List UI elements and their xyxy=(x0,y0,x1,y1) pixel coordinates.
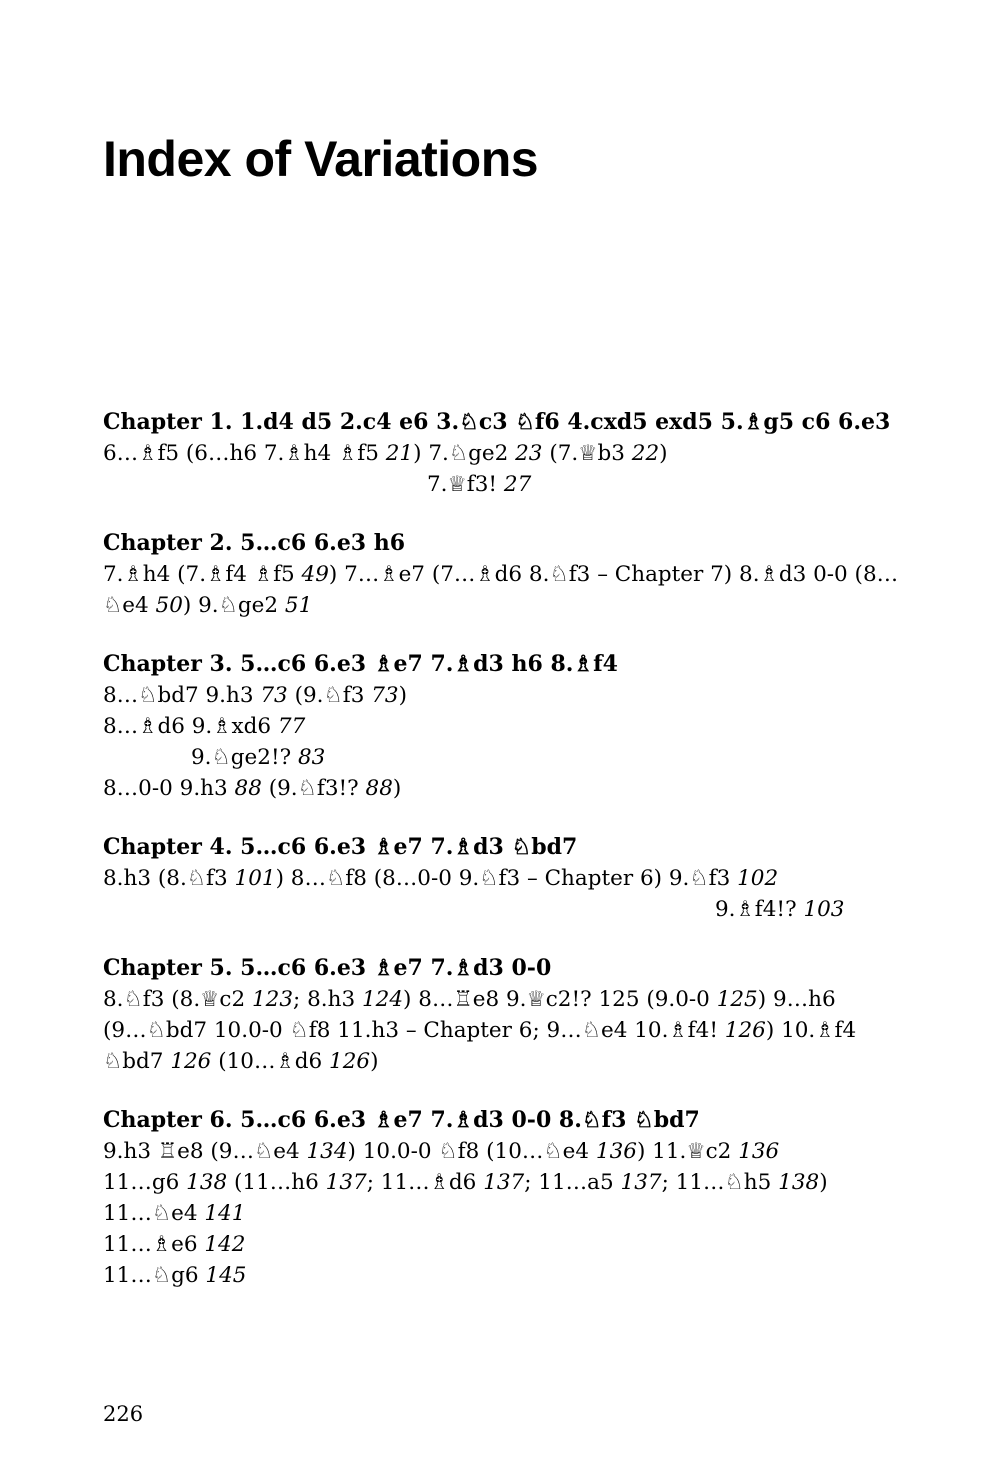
chapter-2 xyxy=(103,528,903,621)
page-ref: 145 xyxy=(205,1263,247,1288)
move-text: 9.♘ge2!? xyxy=(191,745,298,770)
variation-line xyxy=(103,590,903,621)
move-text: (9…♘bd7 10.0-0 ♘f8 11.h3 – Chapter 6; 9…♘e4 10.♗f4! xyxy=(103,1018,725,1043)
page-ref: 102 xyxy=(737,866,779,891)
chapter-heading: Chapter 2. 5…c6 6.e3 h6 xyxy=(103,530,406,556)
page-number: 226 xyxy=(103,1402,144,1426)
move-text: ) xyxy=(659,441,668,466)
chapter-5 xyxy=(103,953,903,1077)
page-ref: 21 xyxy=(385,441,414,466)
move-text: 8.♘f3 (8.♕c2 xyxy=(103,987,252,1012)
move-text: 8…0-0 9.h3 xyxy=(103,776,235,801)
page-ref: 83 xyxy=(297,745,326,770)
move-text: 8…♘bd7 9.h3 xyxy=(103,683,261,708)
page-ref: 73 xyxy=(371,683,399,708)
page-ref: 88 xyxy=(365,776,393,801)
move-text: 7.♗h4 (7.♗f4 ♗f5 xyxy=(103,562,302,587)
page-ref: 49 xyxy=(301,562,329,587)
move-text: 9.♗f4!? xyxy=(715,897,804,922)
move-text: 11…g6 xyxy=(103,1170,187,1195)
chapter-heading: Chapter 1. 1.d4 d5 2.c4 e6 3.♘c3 ♘f6 4.cxd5 exd5 5.♗g5 c6 6.e3 xyxy=(103,409,891,435)
move-text: ) 7.♘ge2 xyxy=(413,441,516,466)
page-ref: 126 xyxy=(329,1049,371,1074)
move-text: ) 11.♕c2 xyxy=(636,1139,739,1164)
move-text: 11…♘g6 xyxy=(103,1263,206,1288)
variation-line xyxy=(103,984,903,1015)
page-ref: 23 xyxy=(515,441,543,466)
page-ref: 51 xyxy=(284,593,313,618)
move-text: (7.♕b3 xyxy=(542,441,632,466)
move-text: ) 8…♘f8 (8…0-0 9.♘f3 – Chapter 6) 9.♘f3 xyxy=(275,866,738,891)
move-text: ♘bd7 xyxy=(103,1049,171,1074)
variation-line xyxy=(103,438,903,469)
page-ref: 126 xyxy=(170,1049,212,1074)
move-text: (10…♗d6 xyxy=(211,1049,330,1074)
page-ref: 141 xyxy=(204,1201,246,1226)
page-ref: 101 xyxy=(234,866,276,891)
page-ref: 27 xyxy=(503,472,532,497)
move-text: (9.♘f3 xyxy=(287,683,372,708)
page-title: Index of Variations xyxy=(103,131,539,187)
chapter-heading: Chapter 3. 5…c6 6.e3 ♗e7 7.♗d3 h6 8.♗f4 xyxy=(103,651,618,677)
page-ref: 138 xyxy=(186,1170,228,1195)
move-text: ; 11…a5 xyxy=(524,1170,621,1195)
variation-line xyxy=(103,1015,903,1046)
page-ref: 77 xyxy=(277,714,306,739)
move-text: ) 9.♘ge2 xyxy=(182,593,285,618)
page-ref: 136 xyxy=(738,1139,780,1164)
move-text: ) xyxy=(398,683,407,708)
variation-line xyxy=(103,680,903,711)
move-text: ; 11…♘h5 xyxy=(661,1170,779,1195)
move-text: ♘e4 xyxy=(103,593,156,618)
variation-line xyxy=(103,863,903,894)
variation-line xyxy=(103,1167,903,1198)
page-ref: 136 xyxy=(595,1139,637,1164)
page-ref: 125 xyxy=(716,987,758,1012)
chapter-1 xyxy=(103,407,903,500)
page-ref: 73 xyxy=(260,683,288,708)
variation-line xyxy=(103,894,903,925)
move-text: ) 10.0-0 ♘f8 (10…♘e4 xyxy=(347,1139,596,1164)
page-ref: 137 xyxy=(620,1170,662,1195)
page-ref: 22 xyxy=(631,441,660,466)
variation-line xyxy=(103,1136,903,1167)
page-ref: 123 xyxy=(252,987,294,1012)
page-ref: 138 xyxy=(778,1170,820,1195)
move-text: ; 8.h3 xyxy=(293,987,362,1012)
move-text: (9.♘f3!? xyxy=(261,776,366,801)
move-text: ) 9…h6 xyxy=(757,987,836,1012)
move-text: ) 10.♗f4 xyxy=(765,1018,857,1043)
chapter-4 xyxy=(103,832,903,925)
move-text: 8…♗d6 9.♗xd6 xyxy=(103,714,278,739)
variation-line xyxy=(103,1198,903,1229)
move-text: 7.♕f3! xyxy=(427,472,504,497)
move-text: ) 8…♖e8 9.♕c2!? 125 (9.0-0 xyxy=(403,987,717,1012)
page-ref: 134 xyxy=(306,1139,348,1164)
move-text: ) 7…♗e7 (7…♗d6 8.♘f3 – Chapter 7) 8.♗d3 0-0 (8… xyxy=(328,562,899,587)
move-text: ) xyxy=(819,1170,828,1195)
variation-line xyxy=(103,469,903,500)
page-ref: 137 xyxy=(325,1170,367,1195)
move-text: 11…♘e4 xyxy=(103,1201,205,1226)
variation-line xyxy=(103,1046,903,1077)
move-text: ; 11…♗d6 xyxy=(366,1170,484,1195)
move-text: 8.h3 (8.♘f3 xyxy=(103,866,235,891)
variation-line xyxy=(103,773,903,804)
move-text: ) xyxy=(392,776,402,801)
page-ref: 88 xyxy=(234,776,262,801)
move-text: 6…♗f5 (6…h6 7.♗h4 ♗f5 xyxy=(103,441,386,466)
move-text: 11…♗e6 xyxy=(103,1232,205,1257)
page-ref: 50 xyxy=(155,593,183,618)
variations-index xyxy=(103,407,903,1319)
variation-line xyxy=(103,711,903,742)
page-ref: 126 xyxy=(724,1018,766,1043)
page-ref: 103 xyxy=(803,897,845,922)
move-text: 9.h3 ♖e8 (9…♘e4 xyxy=(103,1139,307,1164)
chapter-6 xyxy=(103,1105,903,1291)
chapter-3 xyxy=(103,649,903,804)
chapter-heading: Chapter 5. 5…c6 6.e3 ♗e7 7.♗d3 0-0 xyxy=(103,955,552,981)
variation-line xyxy=(103,742,903,773)
chapter-heading: Chapter 6. 5…c6 6.e3 ♗e7 7.♗d3 0-0 8.♘f3 ♘bd7 xyxy=(103,1107,700,1133)
variation-line xyxy=(103,1229,903,1260)
variation-line xyxy=(103,1260,903,1291)
move-text: ) xyxy=(370,1049,379,1074)
variation-line xyxy=(103,559,903,590)
page-ref: 137 xyxy=(483,1170,525,1195)
move-text: (11…h6 xyxy=(227,1170,326,1195)
page-ref: 142 xyxy=(204,1232,246,1257)
page-ref: 124 xyxy=(362,987,404,1012)
chapter-heading: Chapter 4. 5…c6 6.e3 ♗e7 7.♗d3 ♘bd7 xyxy=(103,834,578,860)
